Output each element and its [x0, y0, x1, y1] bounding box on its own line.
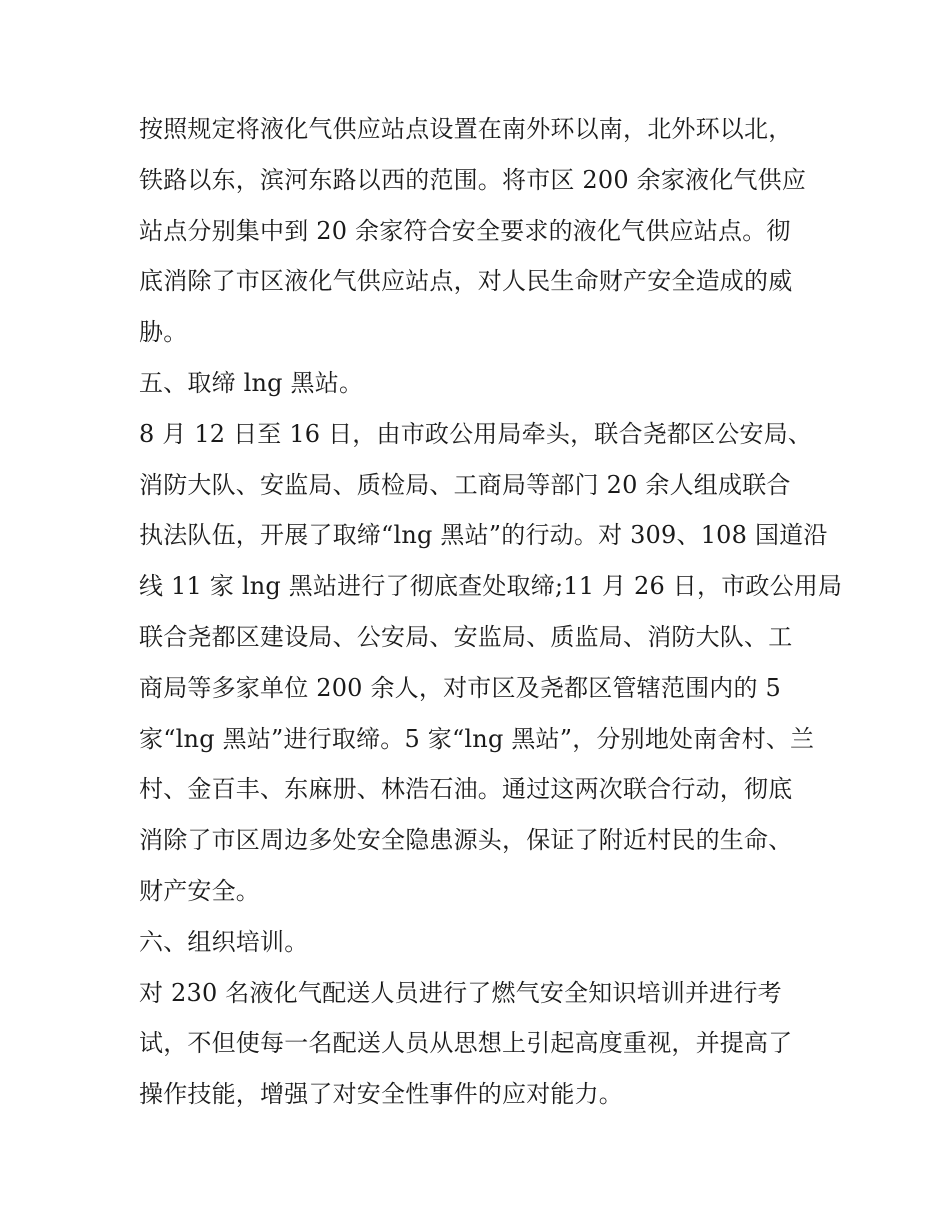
text-line: 对 230 名液化气配送人员进行了燃气安全知识培训并进行考	[139, 978, 782, 1007]
text-line: 按照规定将液化气供应站点设置在南外环以南，北外环以北，	[139, 115, 793, 143]
text-line: 消防大队、安监局、质检局、工商局等部门 20 余人组成联合	[139, 470, 791, 499]
text-line: 操作技能，增强了对安全性事件的应对能力。	[139, 1080, 623, 1109]
text-line: 试，不但使每一名配送人员从思想上引起高度重视，并提高了	[139, 1029, 793, 1058]
text-line: 消除了市区周边多处安全隐患源头，保证了附近村民的生命、	[139, 826, 793, 855]
text-line: 胁。	[139, 318, 188, 347]
text-line: 家“lng 黑站”进行取缔。5 家“lng 黑站”，分别地处南舍村、兰	[139, 724, 815, 753]
text-line: 站点分别集中到 20 余家符合安全要求的液化气供应站点。彻	[139, 216, 791, 245]
section-heading-5: 五、取缔 lng 黑站。	[139, 368, 364, 397]
text-line: 执法队伍，开展了取缔“lng 黑站”的行动。对 309、108 国道沿	[139, 521, 828, 550]
text-line: 8 月 12 日至 16 日，由市政公用局牵头，联合尧都区公安局、	[139, 419, 813, 448]
section-heading-6: 六、组织培训。	[139, 927, 309, 956]
text-line: 铁路以东，滨河东路以西的范围。将市区 200 余家液化气供应	[139, 165, 807, 194]
text-line: 线 11 家 lng 黑站进行了彻底查处取缔;11 月 26 日，市政公用局	[139, 572, 843, 601]
text-line: 财产安全。	[139, 876, 260, 905]
text-line: 联合尧都区建设局、公安局、安监局、质监局、消防大队、工	[139, 622, 793, 651]
text-line: 底消除了市区液化气供应站点，对人民生命财产安全造成的威	[139, 267, 793, 296]
text-line: 村、金百丰、东麻册、林浩石油。通过这两次联合行动，彻底	[139, 775, 793, 804]
document-body	[139, 104, 843, 1120]
text-line: 商局等多家单位 200 余人，对市区及尧都区管辖范围内的 5	[139, 673, 781, 702]
